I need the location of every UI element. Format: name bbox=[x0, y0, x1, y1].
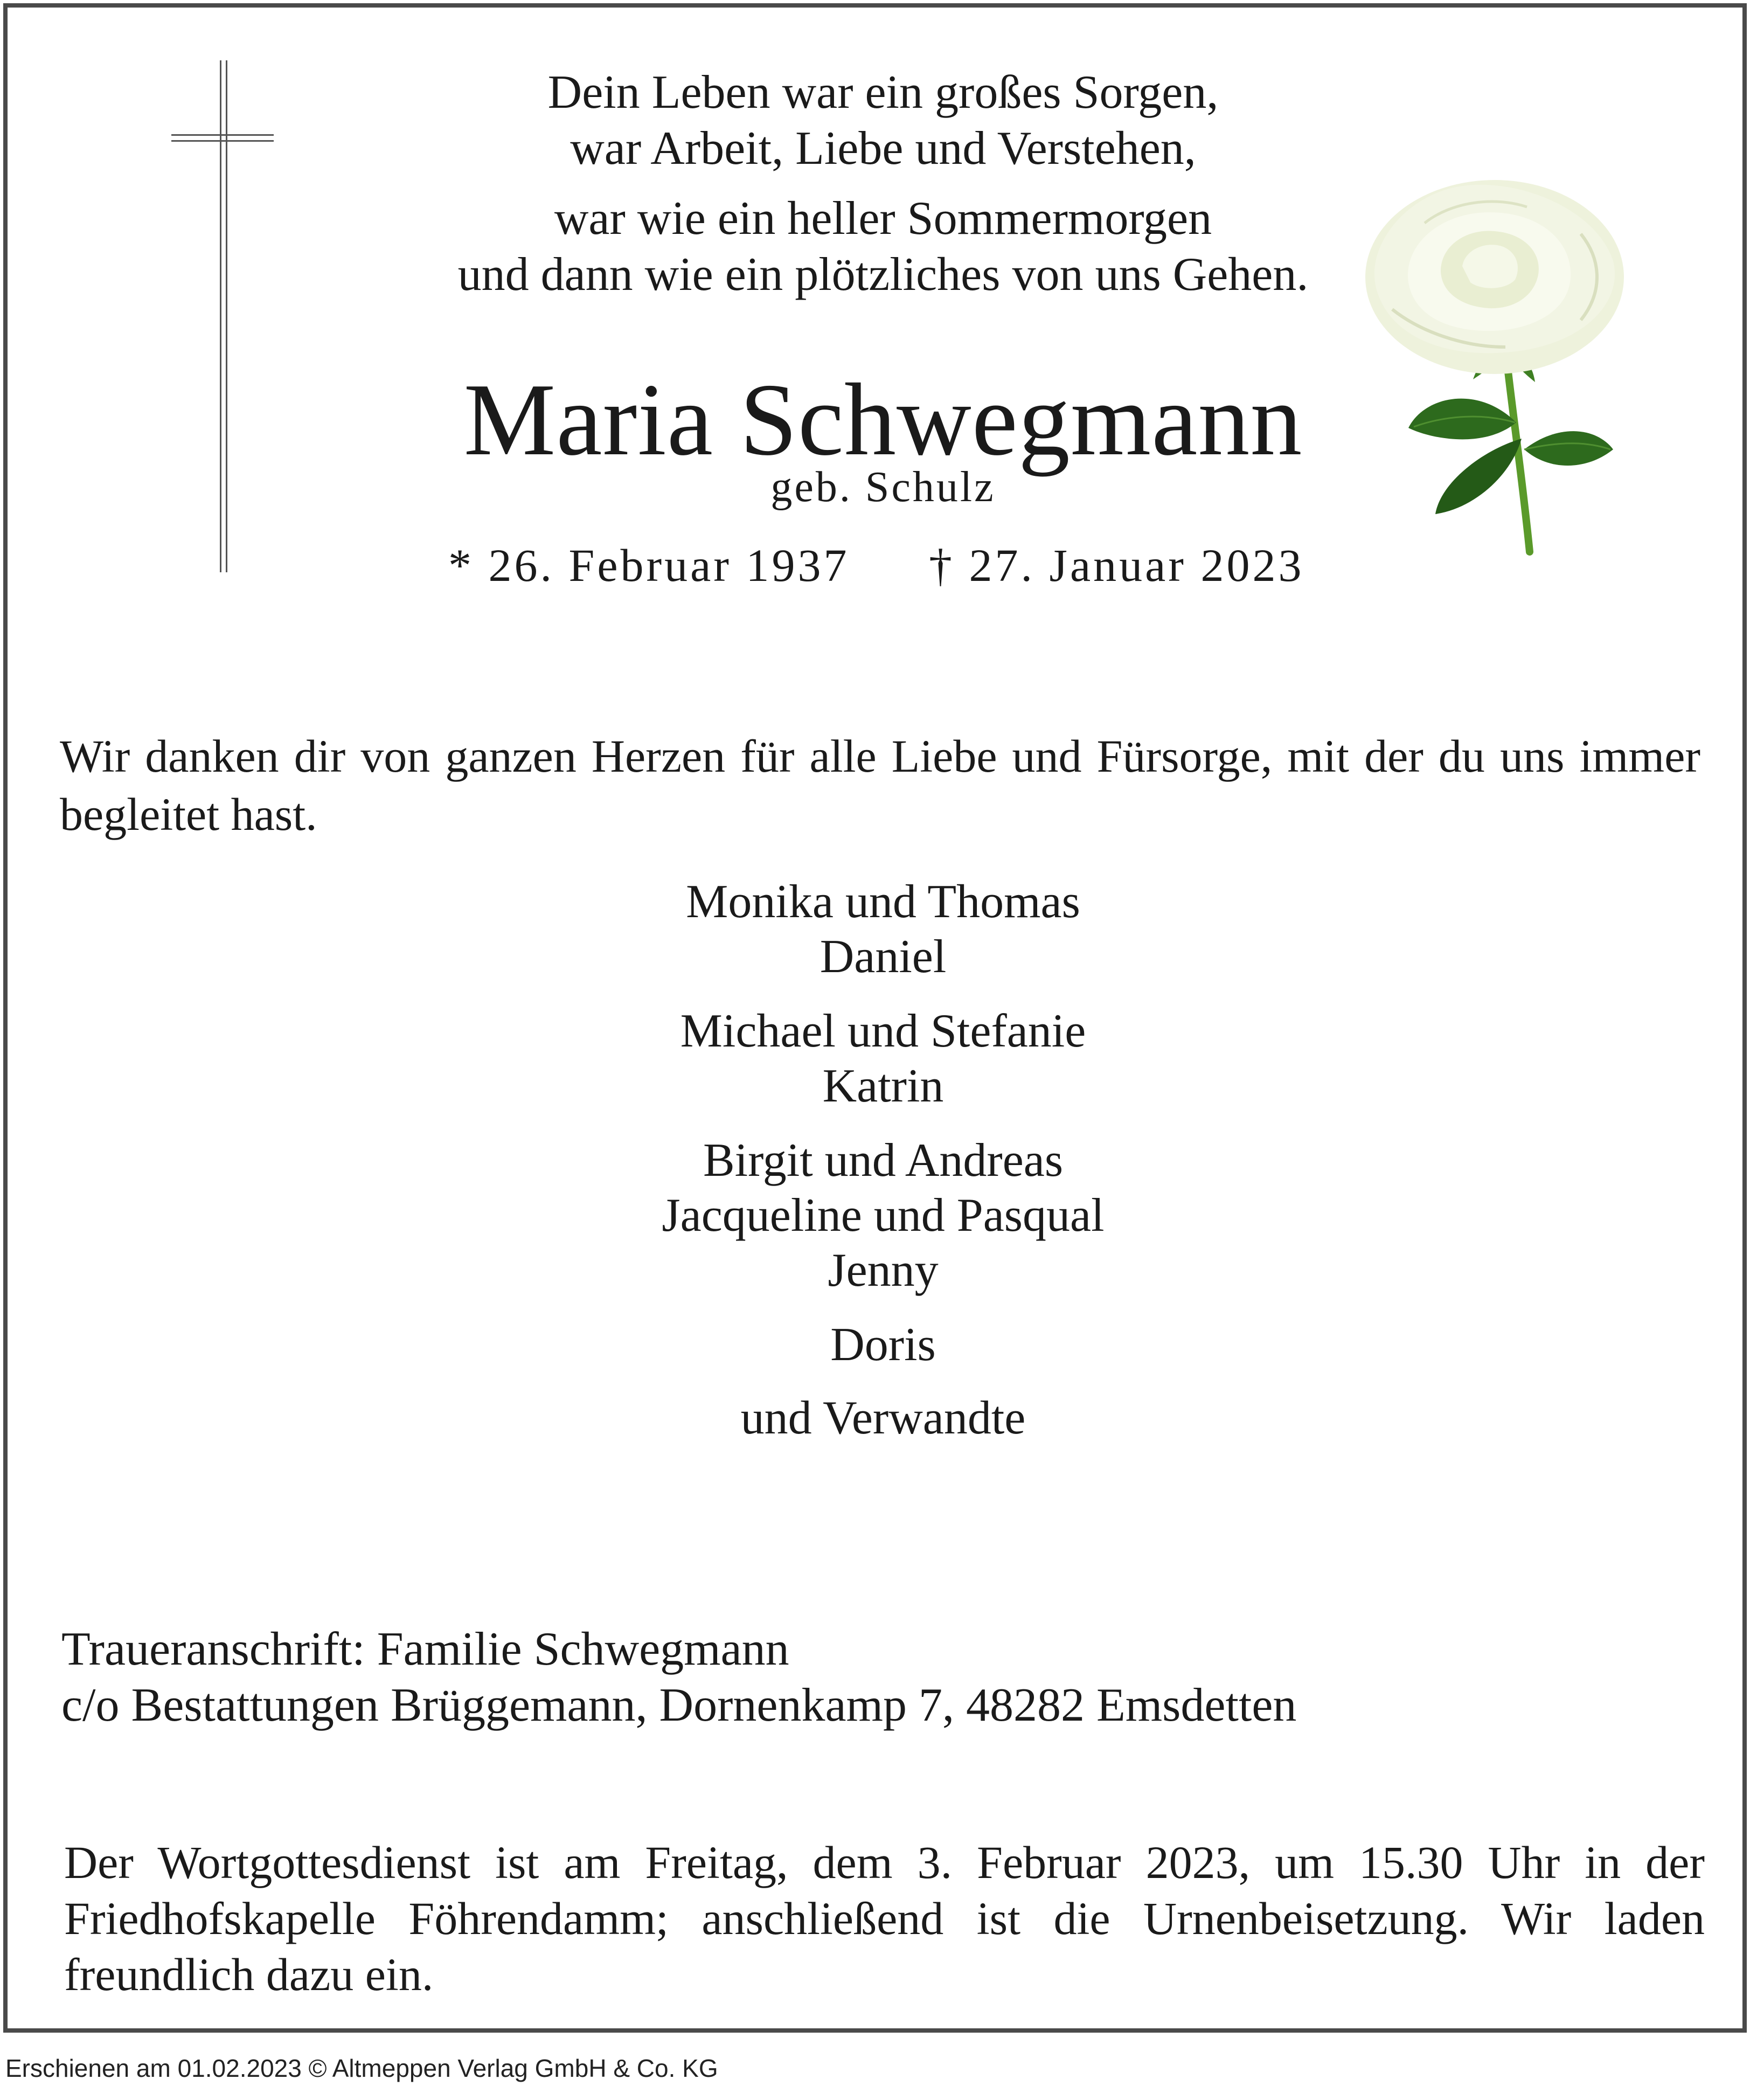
white-rose-image bbox=[1344, 169, 1624, 557]
family-line-4: Katrin bbox=[822, 1060, 944, 1112]
maiden-name: geb. Schulz bbox=[770, 463, 996, 511]
poem-line-2: war Arbeit, Liebe und Verstehen, bbox=[570, 122, 1196, 175]
family-line-7: Jenny bbox=[828, 1244, 939, 1297]
deceased-name: Maria Schwegmann bbox=[463, 362, 1303, 477]
family-line-8: Doris bbox=[830, 1319, 936, 1371]
service-paragraph: Der Wortgottesdienst ist am Freitag, dem 3. Februar 2023, um 15.30 Uhr in der Friedhofskapelle Föhrendamm; anschließend ist die Urnenbeisetzung. Wir laden freundlich dazu ein. bbox=[64, 1836, 1705, 2000]
family-line-6: Jacqueline und Pasqual bbox=[662, 1189, 1105, 1242]
obituary-notice bbox=[3, 3, 1747, 2033]
family-line-5: Birgit und Andreas bbox=[703, 1134, 1064, 1187]
address-line-2: c/o Bestattungen Brüggemann, Dornenkamp 7, 48282 Emsdetten bbox=[61, 1679, 1297, 1731]
poem-line-4: und dann wie ein plötzliches von uns Gehen. bbox=[457, 248, 1309, 301]
address-line-1: Traueranschrift: Familie Schwegmann bbox=[61, 1623, 789, 1675]
death-date: † 27. Januar 2023 bbox=[929, 539, 1304, 591]
cross-horizontal-bar bbox=[171, 134, 274, 142]
family-line-3: Michael und Stefanie bbox=[680, 1005, 1086, 1057]
family-line-9: und Verwandte bbox=[740, 1392, 1026, 1444]
thanks-paragraph: Wir danken dir von ganzen Herzen für alle Liebe und Fürsorge, mit der du uns immer begleitet hast. bbox=[60, 730, 1700, 840]
family-line-2: Daniel bbox=[820, 931, 947, 983]
family-line-1: Monika und Thomas bbox=[686, 876, 1080, 928]
poem-line-1: Dein Leben war ein großes Sorgen, bbox=[547, 66, 1219, 119]
publication-footer: Erschienen am 01.02.2023 © Altmeppen Verlag GmbH & Co. KG bbox=[5, 2054, 718, 2082]
birth-date: * 26. Februar 1937 bbox=[448, 539, 850, 591]
poem-line-3: war wie ein heller Sommermorgen bbox=[554, 192, 1212, 245]
